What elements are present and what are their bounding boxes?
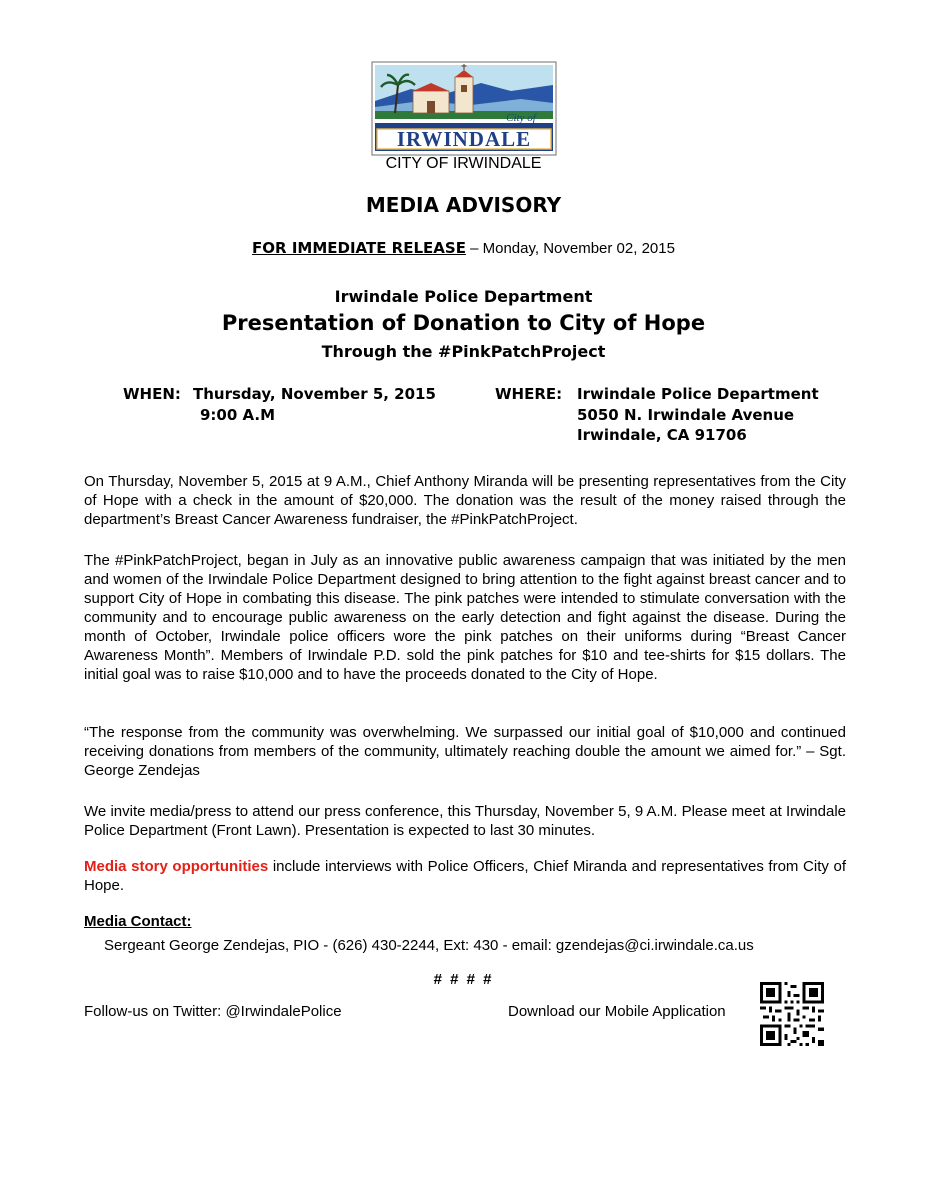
body-paragraph: We invite media/press to attend our press conference, this Thursday, November 5, 9 A.M. Please meet at Irwindale Police Department (Front Lawn). Presentation is expected to last 30 minutes.	[84, 803, 846, 839]
body-paragraph: On Thursday, November 5, 2015 at 9 A.M., Chief Anthony Miranda will be presenting representatives from the City of Hope with a check in the amount of $20,000. The donation was the result of the money raised through the department’s Breast Cancer Awareness fundraiser, the #PinkPatchProject.	[84, 473, 846, 528]
quote-paragraph: “The response from the community was overwhelming. We surpassed our initial goal of $10,000 and continued receiving donations from members of the community, ultimately reaching double the amount we aimed for.” – Sgt. George Zendejas	[84, 724, 846, 779]
when-label: WHEN:	[123, 385, 181, 403]
mobile-app-text: Download our Mobile Application	[508, 1003, 726, 1020]
media-contact-details: Sergeant George Zendejas, PIO - (626) 430-2244, Ext: 430 - email: gzendejas@ci.irwindale.ca.us	[104, 937, 754, 954]
when-time: 9:00 A.M	[200, 406, 276, 424]
where-label: WHERE:	[495, 385, 563, 403]
media-opportunities-text: include interviews with Police Officers, Chief Miranda and representatives from City of Hope.	[84, 858, 846, 894]
qr-code-icon	[760, 982, 824, 1046]
media-contact-label: Media Contact:	[84, 913, 192, 930]
logo-name: IRWINDALE	[396, 127, 532, 151]
where-line: 5050 N. Irwindale Avenue	[577, 406, 795, 424]
city-logo	[371, 61, 557, 156]
department-name: Irwindale Police Department	[334, 287, 593, 306]
event-subtitle: Through the #PinkPatchProject	[321, 342, 606, 361]
body-paragraph	[84, 857, 846, 895]
advisory-title: MEDIA ADVISORY	[365, 193, 562, 217]
event-title: Presentation of Donation to City of Hope	[221, 311, 706, 335]
where-line: Irwindale, CA 91706	[577, 426, 747, 444]
when-date: Thursday, November 5, 2015	[193, 385, 436, 403]
where-line: Irwindale Police Department	[577, 385, 819, 403]
body-paragraph: The #PinkPatchProject, began in July as an innovative public awareness campaign that was initiated by the men and women of the Irwindale Police Department designed to bring attention to the fight against breast cancer and to support City of Hope in combating this disease. The pink patches were intended to stimulate conversation with the community and to encourage public awareness on the early detection and fight against the disease. During the month of October, Irwindale police officers wore the pink patches on their uniforms during “Breast Cancer Awareness Month”. Members of Irwindale P.D. sold the pink patches for $10 and tee-shirts for $15 dollars. The initial goal was to raise $10,000 and to have the proceeds donated to the City of Hope.	[84, 552, 846, 683]
city-heading: CITY OF IRWINDALE	[385, 155, 542, 172]
release-date: – Monday, November 02, 2015	[465, 240, 675, 257]
twitter-handle: Follow-us on Twitter: @IrwindalePolice	[84, 1003, 342, 1020]
release-label: FOR IMMEDIATE RELEASE	[252, 239, 466, 257]
logo-tagline: City of	[506, 112, 536, 124]
end-marks: # # # #	[433, 971, 494, 988]
release-line	[0, 239, 927, 257]
media-opportunities-highlight: Media story opportunities	[84, 858, 269, 875]
